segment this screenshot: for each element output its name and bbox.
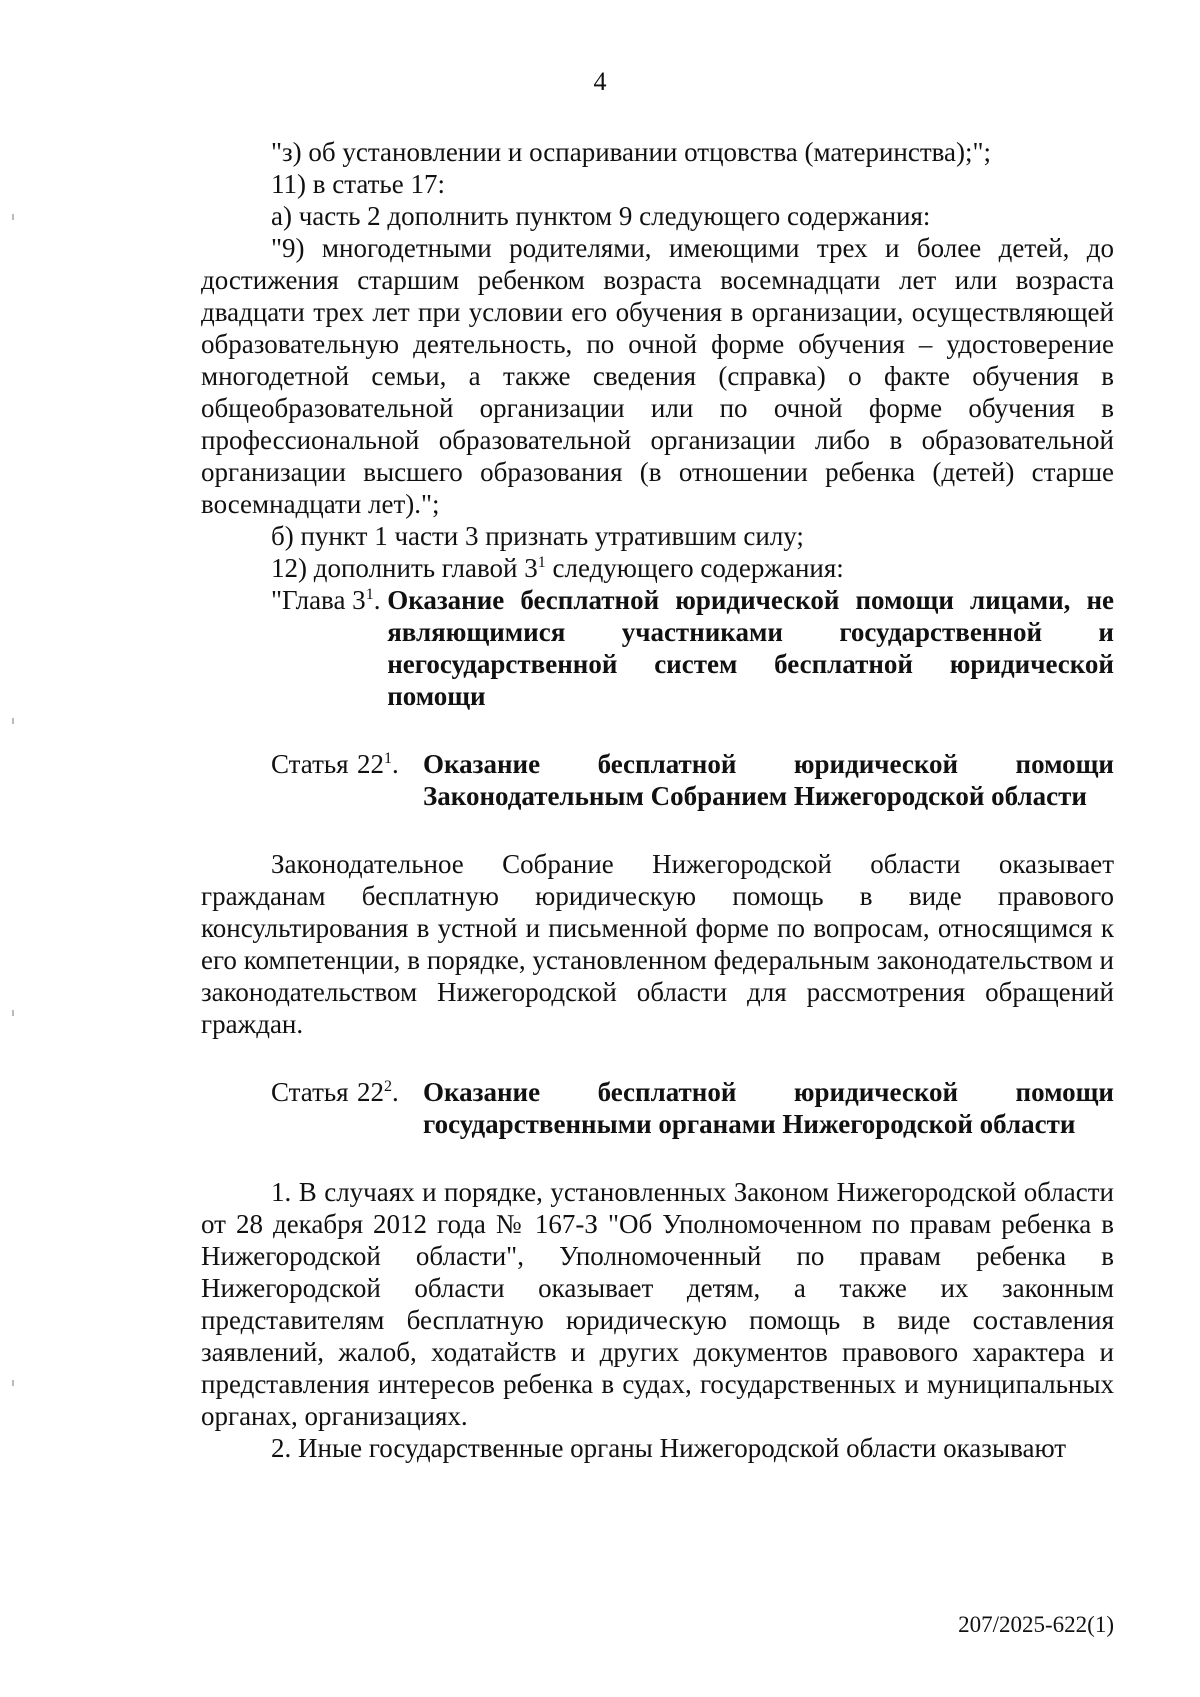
paragraph-point-9: "9) многодетными родителями, имеющими трех и более детей, до достижения старшим ребенком возраста восемнадцати лет или возраста двадцати трех лет при условии его обучения в организации, осуществляющей образовательную деятельность, по очной форме обучения – удостоверение многодетной семьи, а также сведения (справка) о факте обучения в общеобразовательной организации или по очной форме обучения в профессиональной образовательной организации либо в образовательной организации высшего образования (в отношении ребенка (детей) старше восемнадцати лет)."; <box>201 233 1114 519</box>
paragraph-item-b: б) пункт 1 части 3 признать утратившим силу; <box>271 521 804 551</box>
scan-margin-mark <box>12 1010 14 1016</box>
paragraph-item-11: 11) в статье 17: <box>271 169 445 199</box>
chapter-number <box>271 584 387 712</box>
page-number: 4 <box>593 67 607 96</box>
article-label: Статья <box>271 1077 349 1107</box>
article-number <box>357 748 423 812</box>
paragraph-item-12-tail: следующего содержания: <box>545 553 844 583</box>
paragraph-item-12-text: 12) дополнить главой 3 <box>271 553 538 583</box>
scan-margin-mark <box>12 718 14 724</box>
article-number-base: 22 <box>357 1077 384 1107</box>
article-heading-22-1 <box>271 748 1114 812</box>
scan-margin-mark <box>12 214 14 220</box>
chapter-title: Оказание бесплатной юридической помощи лицами, не являющимися участниками государственной и негосударственной систем бесплатной юридической помощи <box>387 585 1114 711</box>
article-label: Статья <box>271 749 349 779</box>
superscript: 1 <box>365 586 374 603</box>
superscript: 1 <box>537 554 546 571</box>
article-number-dot: . <box>392 749 399 779</box>
superscript: 1 <box>384 750 392 767</box>
document-code: 207/2025-622(1) <box>958 1612 1114 1637</box>
paragraph-item-12 <box>201 552 1114 584</box>
chapter-prefix-dot: . <box>373 585 388 615</box>
paragraph-item-a: а) часть 2 дополнить пунктом 9 следующего содержания: <box>271 201 931 231</box>
article-heading-22-2 <box>271 1076 1114 1140</box>
chapter-prefix-text: "Глава 3 <box>271 585 366 615</box>
article-number-dot: . <box>392 1077 399 1107</box>
article-item-2: 2. Иные государственные органы Нижегородской области оказывают <box>271 1433 1067 1463</box>
article-number-base: 22 <box>357 749 384 779</box>
document-body <box>201 136 1114 1464</box>
scan-margin-mark <box>12 1380 14 1386</box>
article-text: Законодательное Собрание Нижегородской области оказывает гражданам бесплатную юридическую помощь в виде правового консультирования в устной и письменной форме по вопросам, относящимся к его компетенции, в порядке, установленном федеральным законодательством и законодательством Нижегородской области для рассмотрения обращений граждан. <box>201 849 1114 1039</box>
article-title: Оказание бесплатной юридической помощи государственными органами Нижегородской области <box>423 1077 1114 1139</box>
article-number <box>357 1076 423 1140</box>
paragraph-amendment-z: "з) об установлении и оспаривании отцовства (материнства);"; <box>271 137 992 167</box>
chapter-heading <box>271 584 1114 712</box>
superscript: 2 <box>384 1078 392 1095</box>
article-item-1: 1. В случаях и порядке, установленных Законом Нижегородской области от 28 декабря 2012 года № 167-З "Об Уполномоченном по правам ребенка в Нижегородской области", Уполномоченный по правам ребенка в Нижегородской области оказывает детям, а также их законным представителям бесплатную юридическую помощь в виде составления заявлений, жалоб, ходатайств и других документов правового характера и представления интересов ребенка в судах, государственных и муниципальных органах, организациях. <box>201 1177 1114 1431</box>
article-title: Оказание бесплатной юридической помощи Законодательным Собранием Нижегородской области <box>423 749 1114 811</box>
